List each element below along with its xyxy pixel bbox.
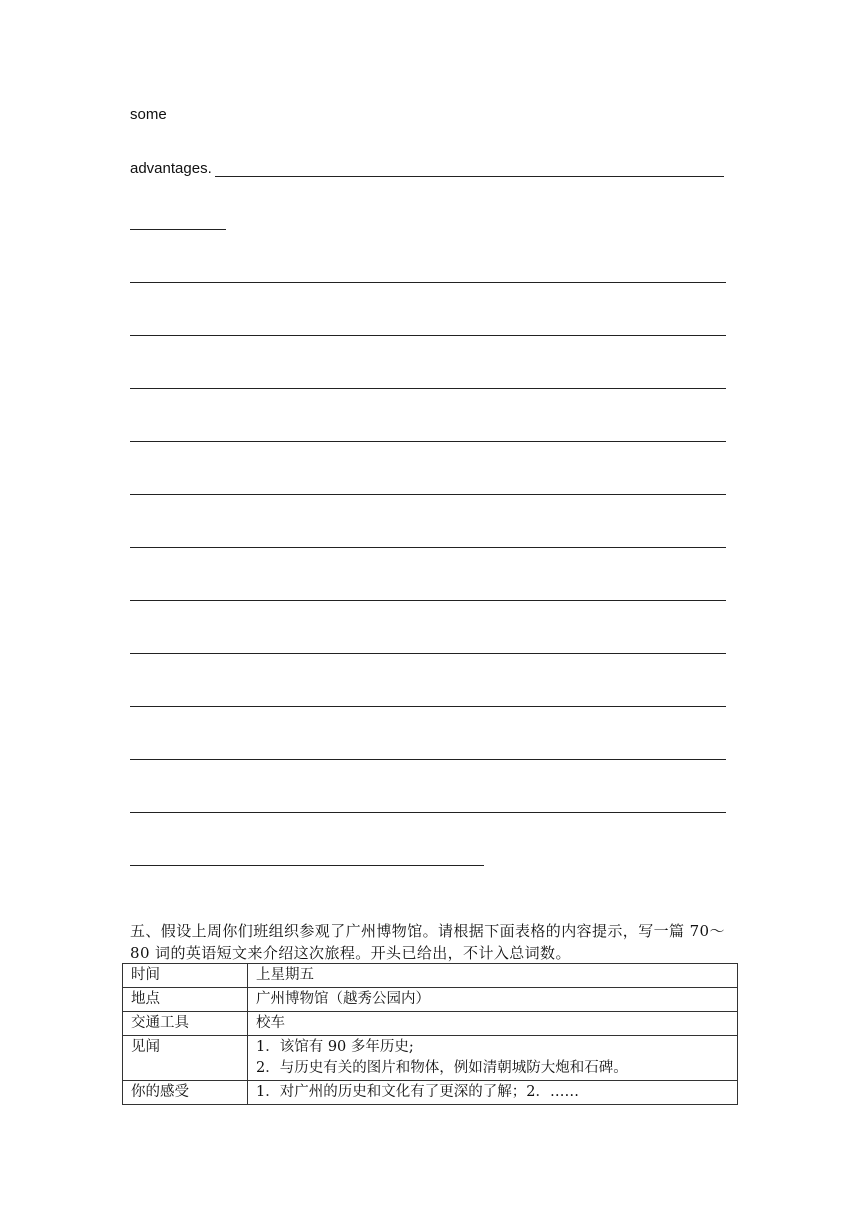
answer-line (130, 229, 226, 230)
answer-line (130, 812, 726, 813)
answer-line (130, 441, 726, 442)
table-cell-content: 广州博物馆（越秀公园内） (248, 988, 738, 1012)
answer-line (130, 706, 726, 707)
fragment-text-some: some (130, 106, 167, 123)
table-cell-label: 见闻 (123, 1036, 248, 1081)
table-cell-label: 地点 (123, 988, 248, 1012)
answer-line (130, 335, 726, 336)
table-row (123, 1012, 738, 1036)
answer-line (130, 388, 726, 389)
table-row (123, 964, 738, 988)
answer-line (130, 600, 726, 601)
table-cell-content: 1．对广州的历史和文化有了更深的了解；2．…… (248, 1081, 738, 1105)
answer-line (130, 282, 726, 283)
table-cell-label: 你的感受 (123, 1081, 248, 1105)
answer-line (130, 494, 726, 495)
table-cell-line: 2．与历史有关的图片和物体，例如清朝城防大炮和石碑。 (256, 1060, 628, 1076)
table-row (123, 1036, 738, 1081)
table-row (123, 1081, 738, 1105)
table-cell-content (248, 1036, 738, 1081)
table-cell-line: 1．该馆有 90 多年历史; (256, 1039, 414, 1055)
answer-line (130, 547, 726, 548)
answer-line (215, 176, 724, 177)
table-cell-label: 交通工具 (123, 1012, 248, 1036)
answer-line (130, 653, 726, 654)
table-cell-content: 校车 (248, 1012, 738, 1036)
answer-line (130, 865, 484, 866)
fragment-text-advantages: advantages. (130, 160, 212, 177)
table-row (123, 988, 738, 1012)
question-five-instructions: 五、假设上周你们班组织参观了广州博物馆。请根据下面表格的内容提示，写一篇 70～80 词的英语短文来介绍这次旅程。开头已给出，不计入总词数。 (130, 922, 725, 962)
table-cell-label: 时间 (123, 964, 248, 988)
table-cell-content: 上星期五 (248, 964, 738, 988)
prompt-table (122, 963, 738, 1105)
answer-line (130, 759, 726, 760)
